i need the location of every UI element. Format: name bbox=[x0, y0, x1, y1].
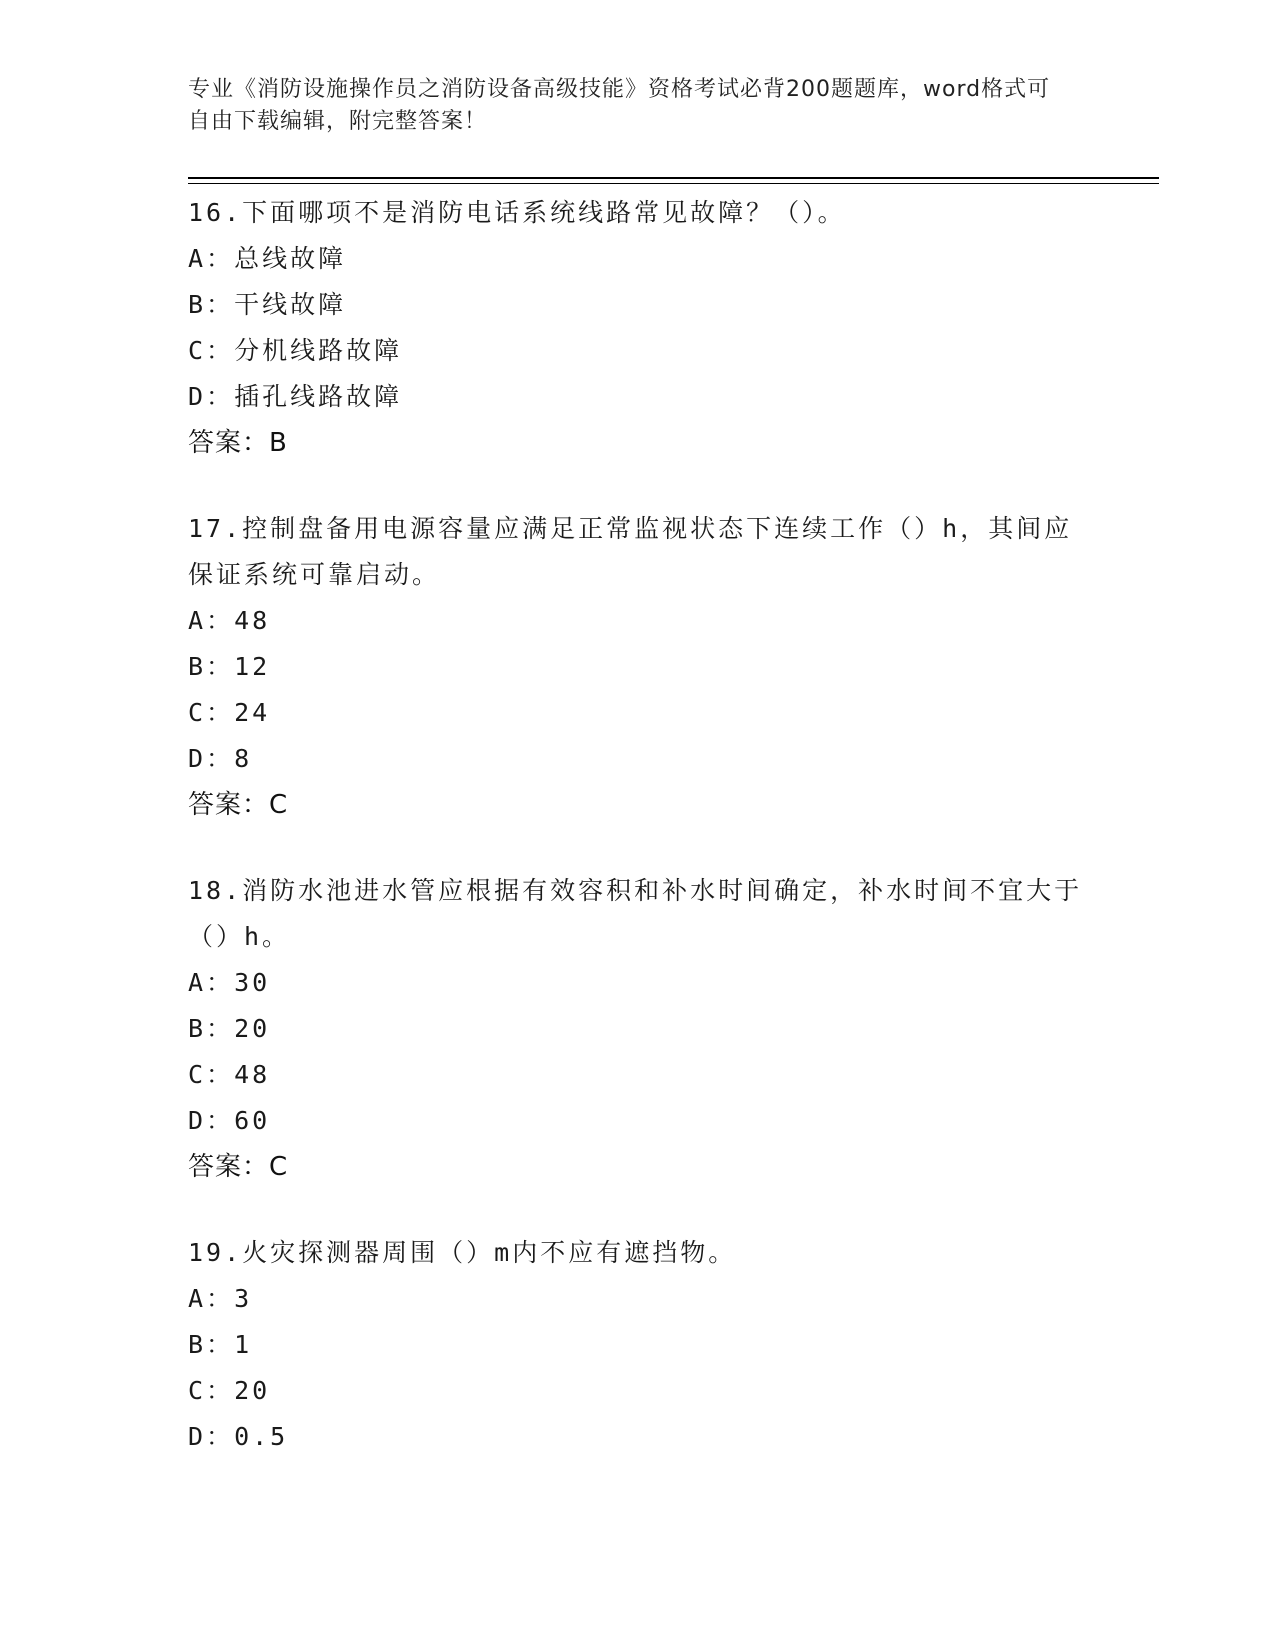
option-label: C： bbox=[188, 698, 235, 727]
option-text: 20 bbox=[234, 1014, 271, 1043]
option-text: 0.5 bbox=[234, 1422, 289, 1451]
option-a bbox=[188, 598, 1088, 644]
question-19 bbox=[188, 1230, 1088, 1460]
answer-line: 答案：C bbox=[188, 1152, 289, 1182]
question-stem: 19.火灾探测器周围（）m内不应有遮挡物。 bbox=[188, 1238, 737, 1267]
header-divider-thick bbox=[188, 177, 1159, 179]
option-d bbox=[188, 1414, 1088, 1460]
option-label: D： bbox=[188, 1422, 235, 1451]
question-16 bbox=[188, 190, 1088, 466]
option-label: D： bbox=[188, 1106, 235, 1135]
option-d bbox=[188, 374, 1088, 420]
option-text: 24 bbox=[234, 698, 271, 727]
option-b bbox=[188, 1006, 1088, 1052]
option-label: B： bbox=[188, 290, 235, 319]
option-label: B： bbox=[188, 652, 235, 681]
option-c bbox=[188, 1368, 1088, 1414]
question-list bbox=[188, 190, 1088, 1500]
option-a bbox=[188, 1276, 1088, 1322]
option-text: 12 bbox=[234, 652, 271, 681]
option-a bbox=[188, 236, 1088, 282]
option-text: 分机线路故障 bbox=[234, 336, 403, 365]
option-text: 60 bbox=[234, 1106, 271, 1135]
option-label: B： bbox=[188, 1014, 235, 1043]
document-header: 专业《消防设施操作员之消防设备高级技能》资格考试必背200题题库，word格式可自由下载编辑，附完整答案！ bbox=[188, 77, 1051, 134]
header-divider-thin bbox=[188, 183, 1159, 184]
option-label: A： bbox=[188, 606, 235, 635]
question-18 bbox=[188, 868, 1088, 1190]
option-label: B： bbox=[188, 1330, 235, 1359]
question-stem: 17.控制盘备用电源容量应满足正常监视状态下连续工作（）h，其间应保证系统可靠启动。 bbox=[188, 514, 1073, 589]
option-text: 总线故障 bbox=[234, 244, 347, 273]
question-stem: 18.消防水池进水管应根据有效容积和补水时间确定，补水时间不宜大于（）h。 bbox=[188, 876, 1083, 951]
option-text: 48 bbox=[234, 1060, 271, 1089]
option-text: 8 bbox=[234, 744, 253, 773]
option-d bbox=[188, 736, 1088, 782]
option-text: 插孔线路故障 bbox=[234, 382, 403, 411]
answer-line: 答案：B bbox=[188, 428, 288, 458]
option-label: C： bbox=[188, 1060, 235, 1089]
option-c bbox=[188, 1052, 1088, 1098]
option-label: C： bbox=[188, 336, 235, 365]
option-label: C： bbox=[188, 1376, 235, 1405]
option-text: 20 bbox=[234, 1376, 271, 1405]
option-label: D： bbox=[188, 382, 235, 411]
option-d bbox=[188, 1098, 1088, 1144]
option-label: D： bbox=[188, 744, 235, 773]
option-label: A： bbox=[188, 244, 235, 273]
question-17 bbox=[188, 506, 1088, 828]
option-text: 48 bbox=[234, 606, 271, 635]
option-b bbox=[188, 1322, 1088, 1368]
option-a bbox=[188, 960, 1088, 1006]
option-b bbox=[188, 282, 1088, 328]
option-c bbox=[188, 690, 1088, 736]
option-text: 3 bbox=[234, 1284, 253, 1313]
option-text: 干线故障 bbox=[234, 290, 347, 319]
option-b bbox=[188, 644, 1088, 690]
question-stem: 16.下面哪项不是消防电话系统线路常见故障？（）。 bbox=[188, 198, 846, 227]
option-text: 1 bbox=[234, 1330, 253, 1359]
answer-line: 答案：C bbox=[188, 790, 289, 820]
option-label: A： bbox=[188, 968, 235, 997]
option-label: A： bbox=[188, 1284, 235, 1313]
option-c bbox=[188, 328, 1088, 374]
option-text: 30 bbox=[234, 968, 271, 997]
